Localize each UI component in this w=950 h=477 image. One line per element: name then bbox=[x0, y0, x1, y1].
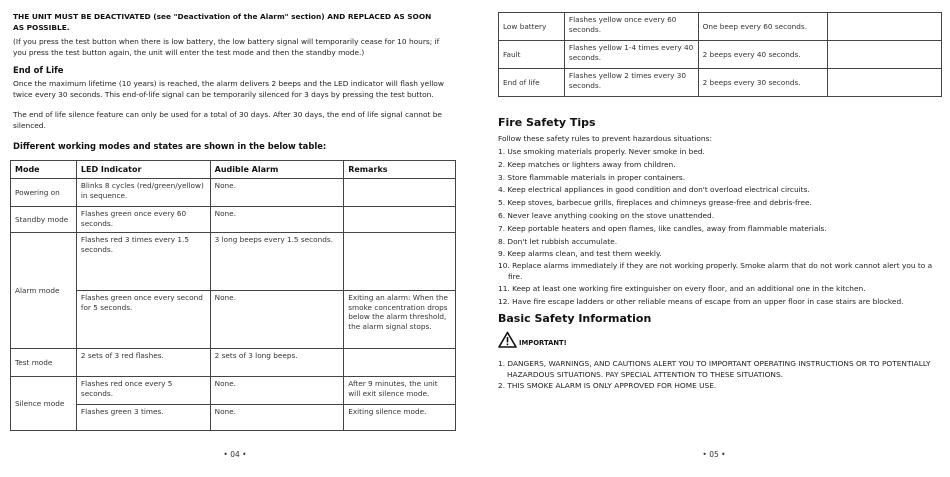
table-row bbox=[499, 13, 942, 41]
led-cell: Flashes red 3 times every 1.5 seconds. bbox=[76, 233, 210, 291]
led-cell: Flashes green once every second for 5 seconds. bbox=[76, 291, 210, 349]
remarks-cell: After 9 minutes, the unit will exit silence mode. bbox=[344, 377, 456, 405]
basic-item-1: 1. DANGERS, WARNINGS, AND CAUTIONS ALERT YOU TO IMPORTANT OPERATING INSTRUCTIONS OR TO POTENTIALLY HAZARDOUS SITUATIONS. PAY SPECIAL ATTENTION TO THESE SITUATIONS. bbox=[498, 359, 931, 379]
audible-cell: None. bbox=[210, 405, 344, 431]
remarks-cell: Exiting silence mode. bbox=[344, 405, 456, 431]
table-heading: Different working modes and states are shown in the below table: bbox=[13, 141, 327, 151]
led-cell: Flashes green once every 60 seconds. bbox=[76, 207, 210, 233]
table-row bbox=[11, 179, 456, 207]
list-item: 4. Keep electrical appliances in good condition and don't overload electrical circuits. bbox=[498, 185, 810, 195]
fire-tips-heading: Fire Safety Tips bbox=[498, 116, 596, 129]
header-mode: Mode bbox=[11, 161, 77, 179]
audible-cell: None. bbox=[210, 179, 344, 207]
mode-cell: Silence mode bbox=[11, 377, 77, 431]
remarks-cell bbox=[344, 233, 456, 291]
table-row bbox=[11, 291, 456, 349]
led-cell: Flashes yellow once every 60 seconds. bbox=[564, 13, 698, 41]
end-of-life-heading: End of Life bbox=[13, 65, 64, 75]
basic-item-2: 2. THIS SMOKE ALARM IS ONLY APPROVED FOR HOME USE. bbox=[498, 381, 717, 390]
remarks-cell bbox=[828, 69, 942, 97]
remarks-cell: Exiting an alarm: When the smoke concentration drops below the alarm threshold, the alarm signal stops. bbox=[344, 291, 456, 349]
modes-table bbox=[10, 160, 456, 431]
mode-cell: Alarm mode bbox=[11, 233, 77, 349]
modes-table-continued bbox=[498, 12, 942, 97]
table-row bbox=[11, 207, 456, 233]
table-row bbox=[11, 349, 456, 377]
list-item: 7. Keep portable heaters and open flames, like candles, away from flammable materials. bbox=[498, 223, 827, 233]
mode-cell: Standby mode bbox=[11, 207, 77, 233]
list-item: 9. Keep alarms clean, and test them weekly. bbox=[498, 249, 662, 259]
left-page bbox=[0, 0, 470, 477]
header-remarks: Remarks bbox=[344, 161, 456, 179]
table-row bbox=[11, 233, 456, 291]
intro-bold-text: THE UNIT MUST BE DEACTIVATED (see "Deactivation of the Alarm" section) AND REPLACED AS SOON AS POSSIBLE. bbox=[13, 12, 432, 32]
list-item: 3. Store flammable materials in proper containers. bbox=[498, 172, 686, 182]
remarks-cell bbox=[828, 41, 942, 69]
intro-text: (If you press the test button when there is low battery, the low battery signal will temporarily cease for 10 hours; if you press the test button again, the unit will enter the test mode and then the standby mode.) bbox=[13, 37, 440, 57]
led-cell: Flashes green 3 times. bbox=[76, 405, 210, 431]
audible-cell: None. bbox=[210, 377, 344, 405]
audible-cell: 2 beeps every 30 seconds. bbox=[698, 69, 828, 97]
audible-cell: One beep every 60 seconds. bbox=[698, 13, 828, 41]
led-cell: Flashes yellow 1-4 times every 40 seconds. bbox=[564, 41, 698, 69]
audible-cell: 2 beeps every 40 seconds. bbox=[698, 41, 828, 69]
list-item: 5. Keep stoves, barbecue grills, fireplaces and chimneys grease-free and debris-free. bbox=[498, 198, 812, 208]
silence-text: The end of life silence feature can only be used for a total of 30 days. After 30 days, the end of life signal cannot be silenced. bbox=[13, 110, 442, 130]
page-number: • 05 • bbox=[702, 450, 726, 459]
list-item: 10. Replace alarms immediately if they are not working properly. Smoke alarm that do not work cannot alert you to a fire. bbox=[498, 261, 933, 281]
remarks-cell bbox=[344, 207, 456, 233]
audible-cell: 3 long beeps every 1.5 seconds. bbox=[210, 233, 344, 291]
led-cell: Blinks 8 cycles (red/green/yellow) in sequence. bbox=[76, 179, 210, 207]
remarks-cell bbox=[344, 179, 456, 207]
mode-cell: Low battery bbox=[499, 13, 565, 41]
led-cell: Flashes yellow 2 times every 30 seconds. bbox=[564, 69, 698, 97]
table-header-row bbox=[11, 161, 456, 179]
page-number: • 04 • bbox=[223, 450, 247, 459]
header-led: LED Indicator bbox=[76, 161, 210, 179]
remarks-cell bbox=[344, 349, 456, 377]
list-item: 1. Use smoking materials properly. Never smoke in bed. bbox=[498, 147, 705, 156]
table-row bbox=[499, 41, 942, 69]
table-row bbox=[499, 69, 942, 97]
table-row bbox=[11, 405, 456, 431]
audible-cell: None. bbox=[210, 207, 344, 233]
led-cell: Flashes red once every 5 seconds. bbox=[76, 377, 210, 405]
led-cell: 2 sets of 3 red flashes. bbox=[76, 349, 210, 377]
audible-cell: None. bbox=[210, 291, 344, 349]
important-label: IMPORTANT! bbox=[519, 339, 567, 347]
end-of-life-text: Once the maximum lifetime (10 years) is reached, the alarm delivers 2 beeps and the LED indicator will flash yellow twice every 30 seconds. This end-of-life signal can be temporarily silenced for 3 days by pressing the test button. bbox=[13, 79, 444, 99]
list-item: 2. Keep matches or lighters away from children. bbox=[498, 159, 676, 169]
mode-cell: Powering on bbox=[11, 179, 77, 207]
mode-cell: Test mode bbox=[11, 349, 77, 377]
audible-cell: 2 sets of 3 long beeps. bbox=[210, 349, 344, 377]
header-audible: Audible Alarm bbox=[210, 161, 344, 179]
fire-tips-intro: Follow these safety rules to prevent hazardous situations: bbox=[498, 134, 712, 143]
fire-tips-list bbox=[498, 146, 938, 308]
list-item: 11. Keep at least one working fire extinguisher on every floor, and an additional one in the kitchen. bbox=[498, 283, 866, 293]
list-item: 8. Don't let rubbish accumulate. bbox=[498, 236, 618, 246]
mode-cell: Fault bbox=[499, 41, 565, 69]
basic-safety-heading: Basic Safety Information bbox=[498, 312, 652, 325]
warning-triangle-icon bbox=[498, 331, 517, 352]
mode-cell: End of life bbox=[499, 69, 565, 97]
list-item: 6. Never leave anything cooking on the stove unattended. bbox=[498, 210, 715, 220]
remarks-cell bbox=[828, 13, 942, 41]
right-page bbox=[478, 0, 950, 477]
table-row bbox=[11, 377, 456, 405]
list-item: 12. Have fire escape ladders or other reliable means of escape from an upper floor in case stairs are blocked. bbox=[498, 296, 904, 306]
